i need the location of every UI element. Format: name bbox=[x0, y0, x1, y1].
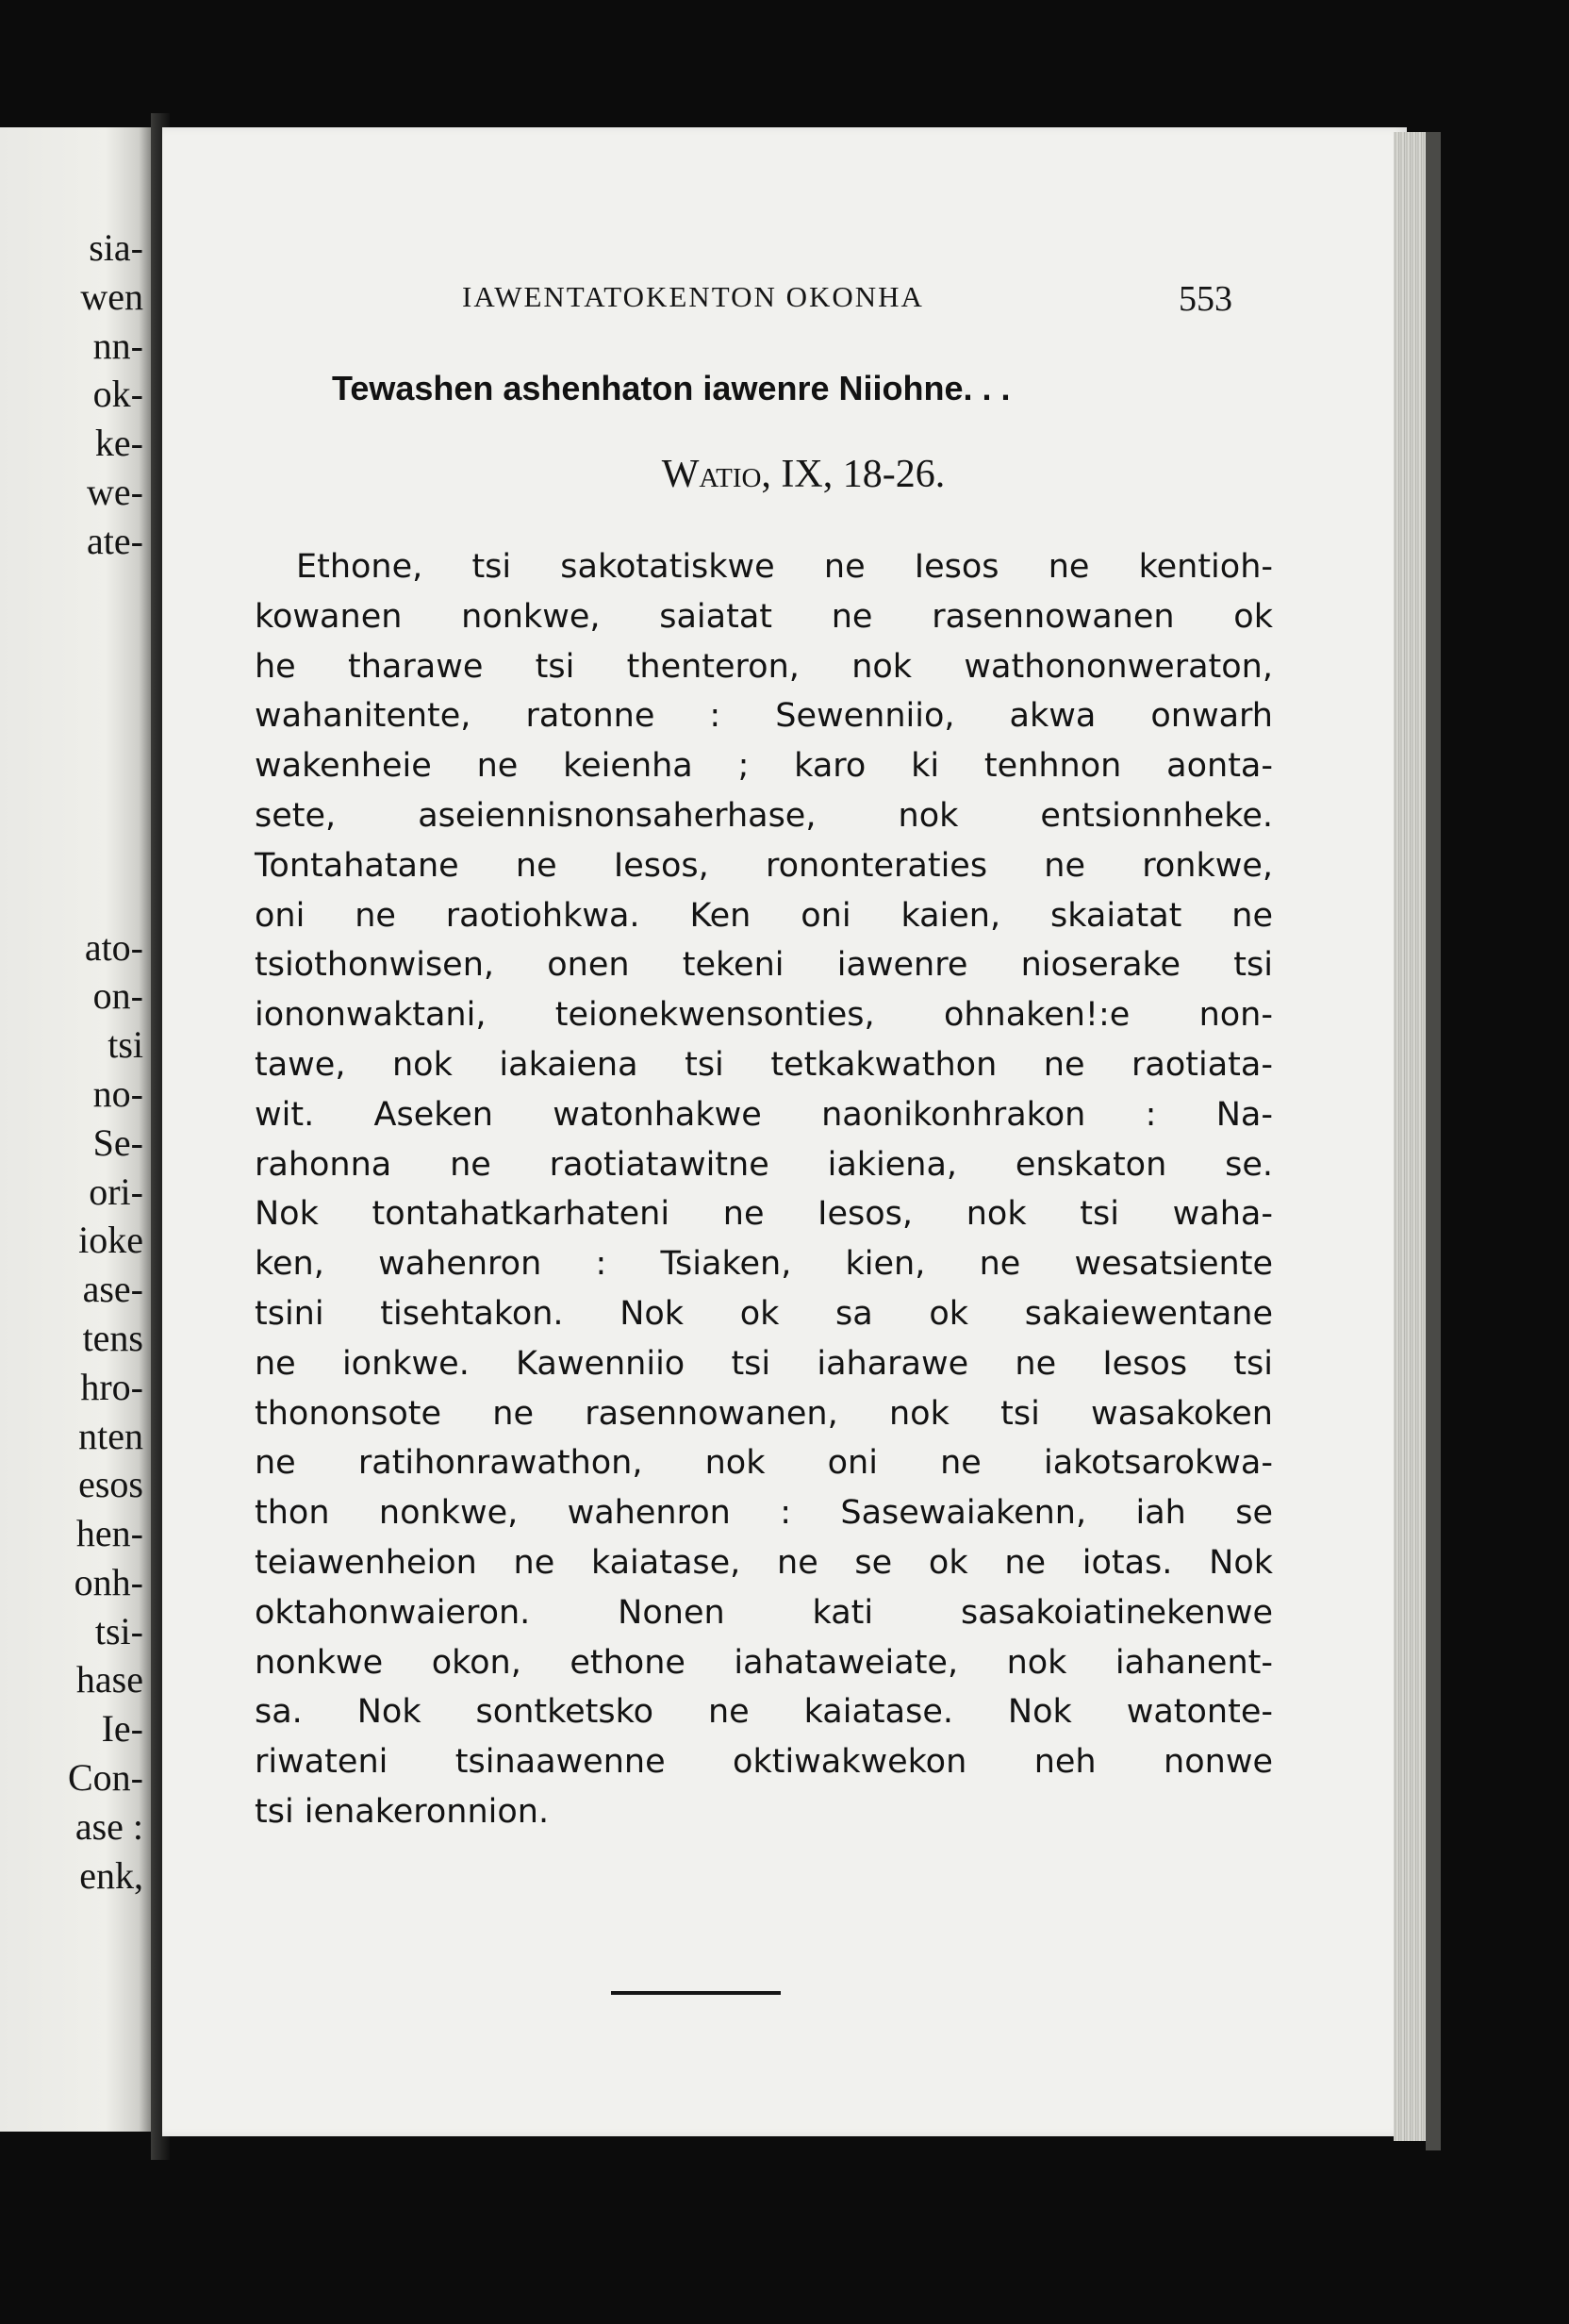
left-page-fragment: tsi bbox=[107, 1023, 143, 1066]
body-line: tsi ienakeronnion. bbox=[255, 1792, 550, 1831]
end-rule bbox=[611, 1991, 781, 1995]
left-page-fragment: tens bbox=[82, 1317, 143, 1359]
scripture-reference bbox=[162, 452, 1407, 497]
left-page-fragment: ori- bbox=[89, 1170, 143, 1213]
left-page-fragment: wen bbox=[80, 275, 143, 318]
left-page-fragment: ke- bbox=[94, 422, 143, 464]
body-line: iononwaktani, teionekwensonties, ohnaken!:e non- bbox=[255, 996, 1273, 1035]
left-page-fragment: no- bbox=[92, 1072, 143, 1115]
left-page-fragment: ato- bbox=[84, 926, 143, 969]
book-page bbox=[162, 127, 1407, 2136]
left-page-fragment: Ie- bbox=[101, 1707, 143, 1750]
body-line: Nok tontahatkarhateni ne Iesos, nok tsi waha- bbox=[255, 1195, 1273, 1234]
left-page-fragment: enk, bbox=[79, 1854, 143, 1897]
body-line: sa. Nok sontketsko ne kaiatase. Nok watonte- bbox=[255, 1693, 1273, 1732]
left-page-fragment: ase- bbox=[82, 1268, 143, 1310]
body-line: sete, aseiennisnonsaherhase, nok entsionnheke. bbox=[255, 796, 1273, 835]
body-line: thononsote ne rasennowanen, nok tsi wasakoken bbox=[255, 1394, 1273, 1433]
body-line: ken, wahenron : Tsiaken, kien, ne wesatsiente bbox=[255, 1245, 1273, 1284]
left-page-fragment: hro- bbox=[80, 1366, 143, 1408]
left-page-fragment: esos bbox=[78, 1463, 143, 1505]
body-line: kowanen nonkwe, saiatat ne rasennowanen ok bbox=[255, 597, 1273, 636]
body-line: tsini tisehtakon. Nok ok sa ok sakaiewentane bbox=[255, 1294, 1273, 1333]
body-line: tsiothonwisen, onen tekeni iawenre nioserake tsi bbox=[255, 946, 1273, 985]
left-page-fragment: sia- bbox=[89, 226, 143, 269]
left-page-fragment: hase bbox=[75, 1658, 143, 1701]
left-page-fragment: hen- bbox=[75, 1512, 143, 1554]
left-page-fragment: Con- bbox=[68, 1756, 143, 1799]
body-line: wahanitente, ratonne : Sewenniio, akwa onwarh bbox=[255, 697, 1273, 736]
running-head: IAWENTATOKENTON OKONHA bbox=[462, 280, 924, 313]
body-line: teiawenheion ne kaiatase, ne se ok ne iotas. Nok bbox=[255, 1543, 1273, 1582]
left-page-fragment: ok- bbox=[92, 373, 143, 415]
previous-page-fragment bbox=[0, 127, 151, 2132]
body-line: wakenheie ne keienha ; karo ki tenhnon aonta- bbox=[255, 747, 1273, 786]
left-page-fragment: on- bbox=[92, 974, 143, 1017]
body-line: oni ne raotiohkwa. Ken oni kaien, skaiatat ne bbox=[255, 896, 1273, 935]
left-page-fragment: tsi- bbox=[94, 1610, 143, 1652]
left-page-fragment: onh- bbox=[74, 1561, 143, 1603]
left-page-fragment: ase : bbox=[74, 1805, 143, 1848]
body-line: wit. Aseken watonhakwe naonikonhrakon : Na- bbox=[255, 1095, 1273, 1134]
body-line: ne ionkwe. Kawenniio tsi iaharawe ne Iesos tsi bbox=[255, 1344, 1273, 1383]
page-number: 553 bbox=[1179, 279, 1232, 319]
body-line: rahonna ne raotiatawitne iakiena, enskaton se. bbox=[255, 1145, 1273, 1184]
body-line: riwateni tsinaawenne oktiwakwekon neh nonwe bbox=[255, 1743, 1273, 1782]
body-line: oktahonwaieron. Nonen kati sasakoiatinekenwe bbox=[255, 1593, 1273, 1632]
left-page-fragment: nn- bbox=[92, 324, 143, 367]
body-line: Tontahatane ne Iesos, rononteraties ne ronkwe, bbox=[255, 846, 1273, 885]
left-page-fragment: nten bbox=[78, 1415, 143, 1457]
body-line: Ethone, tsi sakotatiskwe ne Iesos ne kentioh- bbox=[296, 548, 1273, 586]
body-line: thon nonkwe, wahenron : Sasewaiakenn, iah se bbox=[255, 1494, 1273, 1533]
body-line: nonkwe okon, ethone iahataweiate, nok iahanent- bbox=[255, 1643, 1273, 1682]
cover-edge bbox=[1426, 132, 1441, 2150]
section-heading: Tewashen ashenhaton iawenre Niiohne. . . bbox=[332, 369, 1011, 407]
body-line: ne ratihonrawathon, nok oni ne iakotsarokwa- bbox=[255, 1444, 1273, 1483]
left-page-fragment: ate- bbox=[87, 520, 143, 562]
left-page-fragment: we- bbox=[87, 471, 143, 513]
left-page-fragment: ioke bbox=[78, 1219, 143, 1261]
body-paragraph bbox=[255, 542, 1273, 1837]
scripture-reference-text: Watio, IX, 18-26. bbox=[661, 453, 946, 496]
body-line: he tharawe tsi thenteron, nok wathononweraton, bbox=[255, 647, 1273, 686]
body-line: tawe, nok iakaiena tsi tetkakwathon ne raotiata- bbox=[255, 1045, 1273, 1084]
left-page-fragment: Se- bbox=[92, 1121, 143, 1164]
